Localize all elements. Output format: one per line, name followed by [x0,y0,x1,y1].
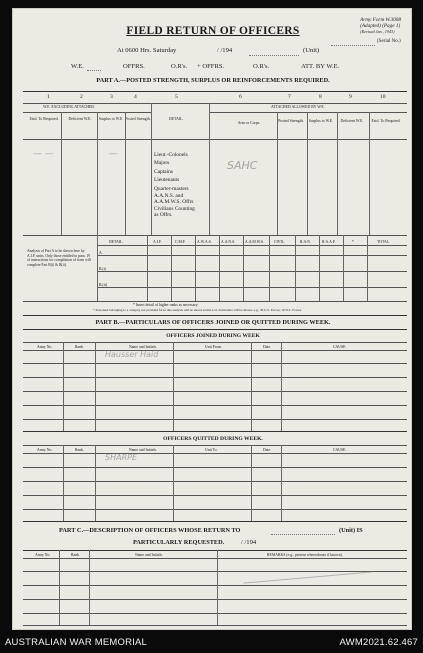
analysis-aans: A.A.N.S. [221,240,236,244]
partc-col-name: Name and Initials. [135,553,163,557]
part-a-heading: PART A.—POSTED STRENGTH, SURPLUS OR REINFORCEMENTS REQUIRED. [96,77,330,84]
rank-lieutenants: Lieutenants [154,177,180,184]
at-hours-label: At 0600 Hrs. Saturday [117,47,177,54]
analysis-aif: A.I.F. [153,240,162,244]
footnote-1: * Insert detail of higher ranks as necessary. [133,303,199,307]
col-num-10: 10 [380,94,386,100]
form-id-line-2: (Adapted) (Page 1) [360,23,401,29]
quitted-col-unit-to: Unit To. [205,448,218,452]
analysis-row-bii: B.(ii) [99,283,108,287]
rank-captains: Captains [154,168,173,175]
form-id-block [360,17,401,35]
col-num-8: 8 [319,94,322,100]
quitted-title: OFFICERS QUITTED DURING WEEK. [163,436,263,442]
handwriting-marks-col3: — [109,149,118,159]
col-num-3: 3 [110,94,113,100]
unit-label: (Unit) [303,47,320,54]
part-c-heading: PART C.—DESCRIPTION OF OFFICERS WHOSE RETURN TO [59,527,241,534]
col-num-6: 6 [239,94,242,100]
form-sheet [12,8,412,630]
form-id-line-1: Army Form W.3008 [360,17,401,23]
analysis-note: Analysis of Part A to be shown here by A.I.F. units. Only those entitled to para. 19 of instructions for compilation of form will complete Part B(i) & B(ii). [27,249,91,267]
col-estd-required: Estd. To Required. [29,117,59,121]
offrs-label: OFFRS. [123,63,145,70]
partc-col-remarks: REMARKS (e.g., present whereabouts if known). [267,553,343,557]
col-num-7: 7 [288,94,291,100]
joined-col-rank: Rank. [75,345,84,349]
footnote-2: * Personnel belonging to a category not provided for in this analysis will be shown in this Col. Particulars will be shown, e.g., 30 U.S. Forces; 10 N.Z. Forces. [93,308,302,312]
col-detail: DETAIL. [169,117,184,121]
footer-left: AUSTRALIAN WAR MEMORIAL [5,637,148,648]
col-num-1: 1 [47,94,50,100]
joined-col-unit-from: Unit From. [205,345,222,349]
ranks-list [154,151,195,218]
rank-civilians: Civilians Counting [154,206,195,213]
analysis-row-a: A. [99,251,103,255]
handwriting-marks-col1: — — [33,149,54,159]
col-deficient-right: Deficient W.E. [340,119,364,123]
quitted-col-army-no: Army No. [37,448,53,452]
date-slashes: / /194 [217,47,233,54]
analysis-awas: A.W.A.S. [197,240,212,244]
serial-label: (Serial No.) [377,39,401,44]
handwriting-arm: SAHC [227,159,258,172]
analysis-raaf: R.A.A.F. [322,240,336,244]
col-deficient: Deficient W.E. [68,117,92,121]
quitted-col-name: Name and Initials. [129,448,157,452]
attached-header: ATTACHED ALLOWED BY W.E. [271,105,325,109]
part-c-heading-tail: (Unit) IS [339,527,363,534]
analysis-cmf: C.M.F. [175,240,186,244]
analysis-detail: DETAIL. [109,240,124,244]
joined-col-date: Date. [263,345,272,349]
col-surplus-right: Surplus to W.E. [308,119,334,123]
col-surplus: Surplus to W.E. [98,117,124,121]
rank-as-offrs: as Offrs. [154,212,173,219]
partc-col-rank: Rank. [71,553,80,557]
col-num-4: 4 [134,94,137,100]
analysis-total: TOTAL. [377,240,391,244]
col-num-2: 2 [80,94,83,100]
quitted-col-date: Date. [263,448,272,452]
quitted-col-cause: CAUSE. [333,448,347,452]
joined-title: OFFICERS JOINED DURING WEEK [166,333,260,339]
footer-right: AWM2021.62.467 [339,637,418,648]
joined-col-army-no: Army No. [37,345,53,349]
analysis-star: * [352,240,354,244]
analysis-row-bi: B.(i) [99,267,107,271]
handwriting-joined: Hausser Haid [105,350,159,359]
plus-offrs-label: + OFFRS. [197,63,225,70]
col-estd-right: Estd. To Required. [371,119,401,123]
part-b-heading: PART B.—PARTICULARS OF OFFICERS JOINED OR QUITTED DURING WEEK. [95,319,331,326]
ors-label-2: O.R's. [253,63,270,70]
joined-col-name: Name and Initials. [129,345,157,349]
handwriting-stroke [243,571,373,583]
ors-label: O.R's. [171,63,188,70]
rank-aans: A.A.N.S. and [154,193,184,200]
form-title: FIELD RETURN OF OFFICERS [126,25,300,37]
analysis-ran: R.A.N. [300,240,311,244]
rank-aamws: A.A.M.W.S. Offrs [154,199,194,206]
analysis-civil: CIVIL. [274,240,286,244]
att-label: ATT. BY W.E. [301,63,340,70]
col-num-9: 9 [349,94,352,100]
col-posted: Posted Strength. [125,117,151,121]
form-id-line-3: (Revised Jan., 1943) [360,29,395,34]
col-num-5: 5 [175,94,178,100]
handwriting-quitted: SHARPE [105,453,138,462]
quitted-col-rank: Rank. [75,448,84,452]
joined-col-cause: CAUSE. [333,345,347,349]
rank-majors: Majors [154,160,170,167]
rank-quartermasters: Quarter-masters [154,185,189,192]
col-arm-corps: Arm or Corps. [237,121,261,125]
col-posted-right: Posted Strength. [278,119,304,123]
rank-lieut-colonels: Lieut.-Colonels [154,152,188,158]
part-c-date: / /194 [241,539,257,546]
we-excl-header: W.E. EXCLUDING ATTACHED. [43,105,95,109]
partc-col-army-no: Army No. [35,553,51,557]
part-c-heading-2: PARTICULARLY REQUESTED. [133,539,225,546]
analysis-aamws: A.A.M.W.S. [245,240,264,244]
we-label: W.E. [71,63,84,70]
